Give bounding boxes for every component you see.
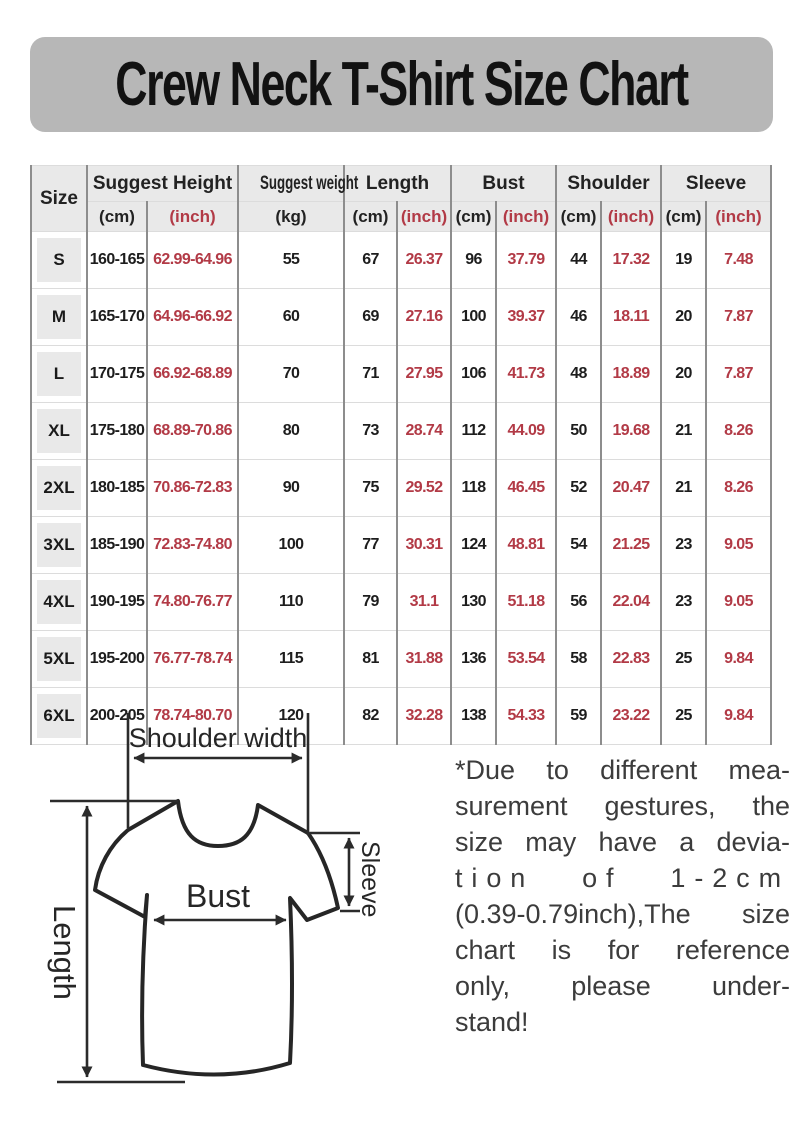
value-cell: 18.11 <box>601 289 661 346</box>
value-cell: 51.18 <box>496 574 556 631</box>
value-cell: 100 <box>238 517 344 574</box>
value-cell: 60 <box>238 289 344 346</box>
size-chip: S <box>37 238 81 282</box>
value-cell: 46.45 <box>496 460 556 517</box>
size-cell <box>31 232 87 289</box>
unit-header: (cm) <box>344 202 397 232</box>
size-cell <box>31 403 87 460</box>
value-cell: 118 <box>451 460 496 517</box>
value-cell: 130 <box>451 574 496 631</box>
value-cell: 29.52 <box>397 460 451 517</box>
value-cell: 9.05 <box>706 517 771 574</box>
note-line: stand! <box>455 1007 529 1037</box>
value-cell: 46 <box>556 289 601 346</box>
value-cell: 23.22 <box>601 688 661 745</box>
note-line: (0.39-0.79inch),The size <box>455 899 790 929</box>
value-cell: 81 <box>344 631 397 688</box>
value-cell: 106 <box>451 346 496 403</box>
size-chip: 4XL <box>37 580 81 624</box>
value-cell: 66.92-68.89 <box>147 346 238 403</box>
unit-header: (cm) <box>87 202 147 232</box>
value-cell: 120 <box>238 688 344 745</box>
value-cell: 56 <box>556 574 601 631</box>
value-cell: 180-185 <box>87 460 147 517</box>
note-line: *Due to different mea- <box>455 755 790 785</box>
value-cell: 67 <box>344 232 397 289</box>
value-cell: 23 <box>661 517 706 574</box>
table-row <box>31 574 771 631</box>
table-row <box>31 289 771 346</box>
column-group-label: Suggest weight <box>260 172 359 194</box>
value-cell: 58 <box>556 631 601 688</box>
table-row <box>31 460 771 517</box>
value-cell: 22.04 <box>601 574 661 631</box>
value-cell: 9.84 <box>706 631 771 688</box>
value-cell: 8.26 <box>706 460 771 517</box>
value-cell: 44 <box>556 232 601 289</box>
value-cell: 39.37 <box>496 289 556 346</box>
column-group-label: Size <box>39 187 79 209</box>
value-cell: 175-180 <box>87 403 147 460</box>
value-cell: 41.73 <box>496 346 556 403</box>
value-cell: 68.89-70.86 <box>147 403 238 460</box>
value-cell: 31.1 <box>397 574 451 631</box>
unit-header: (cm) <box>556 202 601 232</box>
value-cell: 8.26 <box>706 403 771 460</box>
size-chip: XL <box>37 409 81 453</box>
value-cell: 21 <box>661 460 706 517</box>
value-cell: 136 <box>451 631 496 688</box>
size-cell <box>31 574 87 631</box>
note-line: only, please under- <box>455 971 790 1001</box>
value-cell: 53.54 <box>496 631 556 688</box>
unit-header: (cm) <box>661 202 706 232</box>
value-cell: 75 <box>344 460 397 517</box>
value-cell: 21 <box>661 403 706 460</box>
value-cell: 96 <box>451 232 496 289</box>
unit-header: (inch) <box>397 202 451 232</box>
column-group-shoulder <box>556 166 661 202</box>
value-cell: 20 <box>661 346 706 403</box>
value-cell: 32.28 <box>397 688 451 745</box>
value-cell: 110 <box>238 574 344 631</box>
value-cell: 28.74 <box>397 403 451 460</box>
value-cell: 54.33 <box>496 688 556 745</box>
value-cell: 112 <box>451 403 496 460</box>
value-cell: 7.48 <box>706 232 771 289</box>
size-table <box>30 165 772 745</box>
table-row <box>31 403 771 460</box>
column-group-size <box>31 166 87 232</box>
size-table-body <box>31 232 771 745</box>
column-group-label: Bust <box>482 172 525 194</box>
note-line: surement gestures, the <box>455 791 790 821</box>
value-cell: 160-165 <box>87 232 147 289</box>
size-cell <box>31 631 87 688</box>
value-cell: 74.80-76.77 <box>147 574 238 631</box>
title-banner <box>30 37 773 132</box>
value-cell: 78.74-80.70 <box>147 688 238 745</box>
value-cell: 48.81 <box>496 517 556 574</box>
value-cell: 72.83-74.80 <box>147 517 238 574</box>
value-cell: 124 <box>451 517 496 574</box>
size-cell <box>31 460 87 517</box>
column-group-label: Shoulder <box>567 172 650 194</box>
unit-header: (inch) <box>601 202 661 232</box>
value-cell: 50 <box>556 403 601 460</box>
value-cell: 195-200 <box>87 631 147 688</box>
bust-label: Bust <box>185 878 251 914</box>
value-cell: 55 <box>238 232 344 289</box>
value-cell: 190-195 <box>87 574 147 631</box>
value-cell: 9.05 <box>706 574 771 631</box>
column-group-sleeve <box>661 166 771 202</box>
value-cell: 9.84 <box>706 688 771 745</box>
size-chip: 2XL <box>37 466 81 510</box>
size-chip: L <box>37 352 81 396</box>
sleeve-label: Sleeve <box>356 841 384 918</box>
value-cell: 79 <box>344 574 397 631</box>
shoulder-width-label: Shoulder width <box>128 723 308 753</box>
column-group-bust <box>451 166 556 202</box>
column-group-label: Sleeve <box>685 172 747 194</box>
value-cell: 25 <box>661 631 706 688</box>
value-cell: 27.16 <box>397 289 451 346</box>
value-cell: 21.25 <box>601 517 661 574</box>
value-cell: 48 <box>556 346 601 403</box>
unit-header: (kg) <box>238 202 344 232</box>
size-cell <box>31 517 87 574</box>
page-title: Crew Neck T-Shirt Size Chart <box>115 50 688 119</box>
value-cell: 25 <box>661 688 706 745</box>
value-cell: 26.37 <box>397 232 451 289</box>
value-cell: 54 <box>556 517 601 574</box>
unit-header: (cm) <box>451 202 496 232</box>
table-row <box>31 346 771 403</box>
value-cell: 19 <box>661 232 706 289</box>
table-row <box>31 232 771 289</box>
value-cell: 70.86-72.83 <box>147 460 238 517</box>
value-cell: 90 <box>238 460 344 517</box>
value-cell: 69 <box>344 289 397 346</box>
size-chip: 6XL <box>37 694 81 738</box>
value-cell: 18.89 <box>601 346 661 403</box>
value-cell: 7.87 <box>706 289 771 346</box>
size-chip: M <box>37 295 81 339</box>
value-cell: 170-175 <box>87 346 147 403</box>
column-group-label: Length <box>365 172 430 194</box>
value-cell: 31.88 <box>397 631 451 688</box>
size-cell <box>31 289 87 346</box>
value-cell: 17.32 <box>601 232 661 289</box>
value-cell: 20.47 <box>601 460 661 517</box>
value-cell: 138 <box>451 688 496 745</box>
value-cell: 64.96-66.92 <box>147 289 238 346</box>
value-cell: 30.31 <box>397 517 451 574</box>
value-cell: 37.79 <box>496 232 556 289</box>
value-cell: 52 <box>556 460 601 517</box>
column-group-suggest-height <box>87 166 238 202</box>
value-cell: 77 <box>344 517 397 574</box>
size-chip: 5XL <box>37 637 81 681</box>
unit-header: (inch) <box>496 202 556 232</box>
value-cell: 73 <box>344 403 397 460</box>
value-cell: 62.99-64.96 <box>147 232 238 289</box>
value-cell: 71 <box>344 346 397 403</box>
value-cell: 22.83 <box>601 631 661 688</box>
value-cell: 44.09 <box>496 403 556 460</box>
column-group-length <box>344 166 451 202</box>
note-line: chart is for reference <box>455 935 790 965</box>
size-chip: 3XL <box>37 523 81 567</box>
value-cell: 70 <box>238 346 344 403</box>
value-cell: 115 <box>238 631 344 688</box>
value-cell: 59 <box>556 688 601 745</box>
value-cell: 27.95 <box>397 346 451 403</box>
unit-header: (inch) <box>147 202 238 232</box>
value-cell: 80 <box>238 403 344 460</box>
value-cell: 185-190 <box>87 517 147 574</box>
table-row <box>31 517 771 574</box>
tshirt-outline <box>95 801 338 1075</box>
column-group-suggest-weight <box>238 166 359 202</box>
measurement-note <box>455 752 790 1040</box>
value-cell: 82 <box>344 688 397 745</box>
value-cell: 100 <box>451 289 496 346</box>
value-cell: 19.68 <box>601 403 661 460</box>
column-group-label: Suggest Height <box>92 172 233 194</box>
note-line: tion of 1-2cm <box>455 863 790 893</box>
value-cell: 76.77-78.74 <box>147 631 238 688</box>
value-cell: 23 <box>661 574 706 631</box>
tshirt-measurement-diagram <box>10 695 450 1122</box>
size-table-head <box>31 166 771 232</box>
length-label: Length <box>47 905 82 1000</box>
unit-header: (inch) <box>706 202 771 232</box>
value-cell: 7.87 <box>706 346 771 403</box>
value-cell: 200-205 <box>87 688 147 745</box>
value-cell: 20 <box>661 289 706 346</box>
note-line: size may have a devia- <box>455 827 790 857</box>
size-cell <box>31 346 87 403</box>
value-cell: 165-170 <box>87 289 147 346</box>
table-row <box>31 631 771 688</box>
